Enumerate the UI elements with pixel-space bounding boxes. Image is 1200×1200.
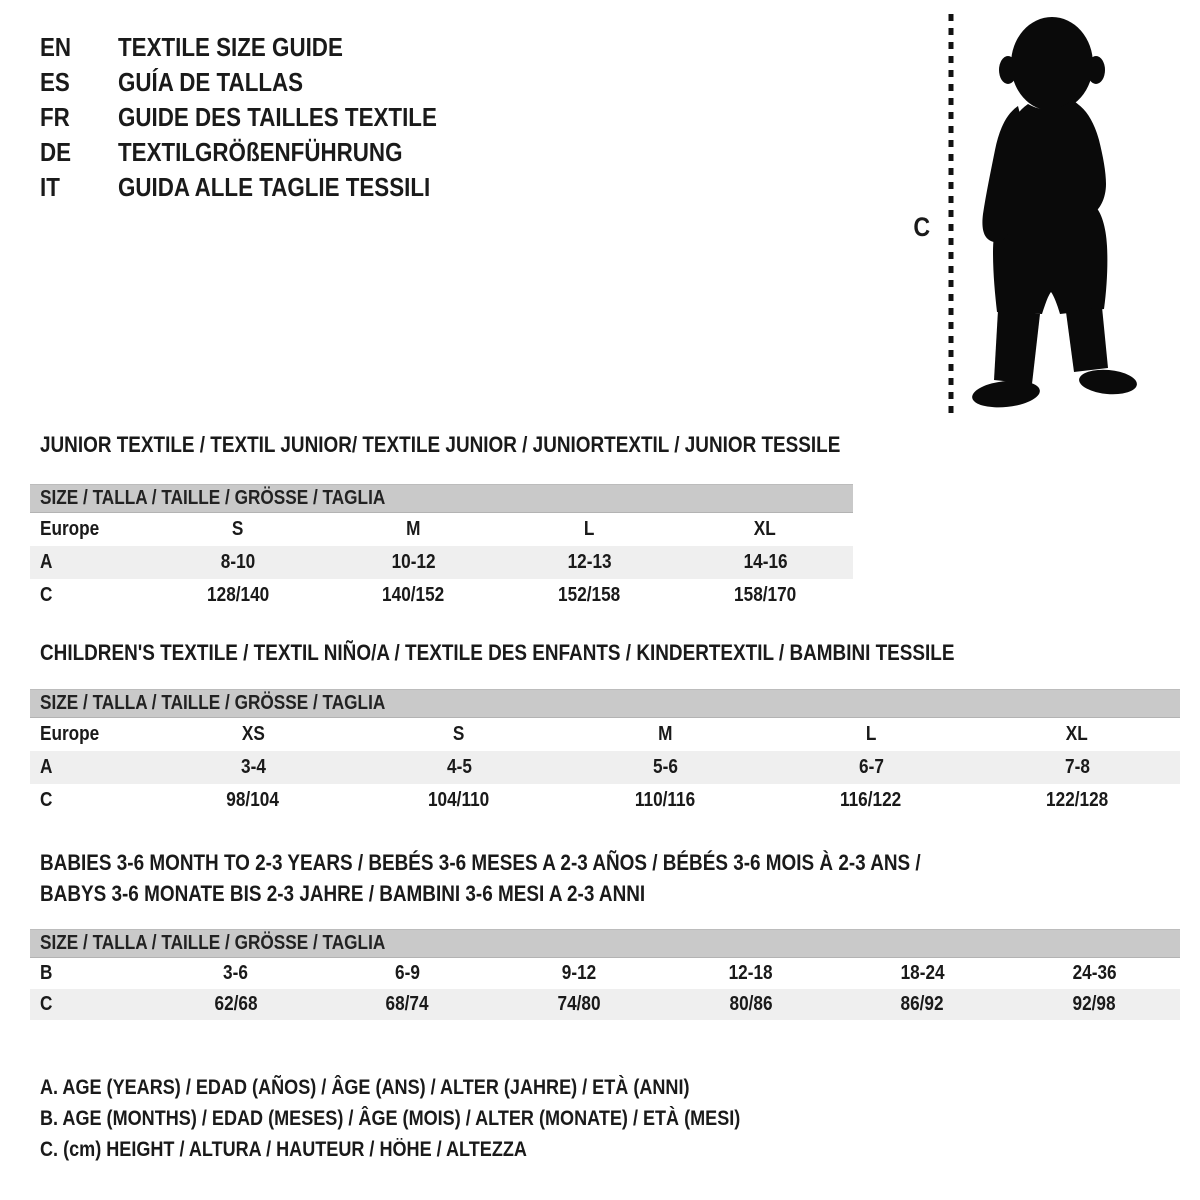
language-code: IT (40, 172, 60, 202)
junior-size-table (30, 484, 853, 612)
table-row-height (30, 989, 1180, 1020)
language-code: EN (40, 32, 72, 62)
size-cell: XL (754, 518, 777, 540)
size-cell: M (406, 518, 421, 540)
language-row-en (40, 30, 489, 65)
language-title: GUIDE DES TAILLES TEXTILE (118, 102, 437, 132)
table-row-height (30, 579, 853, 612)
age-cell: 10-12 (391, 551, 436, 573)
height-cell: 110/116 (634, 789, 696, 811)
row-label: Europe (40, 723, 100, 745)
height-cell: 68/74 (385, 993, 430, 1015)
babies-title-line2: BABYS 3-6 MONATE BIS 2-3 JAHRE / BAMBINI 3-6 MESI A 2-3 ANNI (40, 881, 646, 906)
children-section-title: CHILDREN'S TEXTILE / TEXTIL NIÑO/A / TEXTILE DES ENFANTS / KINDERTEXTIL / BAMBINI TESSILE (40, 640, 955, 665)
height-cell: 62/68 (214, 993, 258, 1015)
babies-section-title (40, 847, 1064, 909)
height-cell: 122/128 (1045, 789, 1109, 811)
height-cell: 116/122 (840, 789, 902, 811)
legend-age-years: A. AGE (YEARS) / EDAD (AÑOS) / ÂGE (ANS) / ALTER (JAHRE) / ETÀ (ANNI) (40, 1076, 690, 1099)
table-row-height (30, 784, 1180, 817)
height-cell: 86/92 (900, 993, 945, 1015)
language-row-de (40, 135, 489, 170)
legend-age-months: B. AGE (MONTHS) / EDAD (MESES) / ÂGE (MOIS) / ALTER (MONATE) / ETÀ (MESI) (40, 1107, 741, 1130)
age-cell: 8-10 (220, 551, 256, 573)
language-title: TEXTILGRÖßENFÜHRUNG (118, 137, 403, 167)
months-cell: 9-12 (561, 962, 597, 984)
children-size-table (30, 689, 1180, 817)
size-cell: M (657, 723, 673, 745)
language-title: GUIDA ALLE TAGLIE TESSILI (118, 172, 431, 202)
table-row-age (30, 751, 1180, 784)
age-cell: 5-6 (652, 756, 678, 778)
language-row-es (40, 65, 489, 100)
language-title: TEXTILE SIZE GUIDE (118, 32, 343, 62)
row-label: C (40, 993, 53, 1015)
height-cell: 104/110 (428, 789, 490, 811)
age-cell: 3-4 (240, 756, 266, 778)
junior-size-header-bar: SIZE / TALLA / TAILLE / GRÖSSE / TAGLIA (30, 484, 853, 513)
size-cell: XS (241, 723, 265, 745)
months-cell: 24-36 (1072, 962, 1117, 984)
language-code: ES (40, 67, 70, 97)
table-row-europe (30, 718, 1180, 751)
row-label: C (40, 584, 53, 606)
size-cell: L (584, 518, 595, 540)
table-row-age (30, 546, 853, 579)
height-measure-label: C (913, 212, 931, 242)
row-label: A (40, 756, 53, 778)
age-cell: 12-13 (567, 551, 612, 573)
months-cell: 3-6 (223, 962, 249, 984)
babies-size-table (30, 929, 1180, 1020)
row-label: C (40, 789, 53, 811)
babies-title-line1: BABIES 3-6 MONTH TO 2-3 YEARS / BEBÉS 3-6 MESES A 2-3 AÑOS / BÉBÉS 3-6 MOIS À 2-3 ANS / (40, 850, 921, 875)
height-measure-line-icon (946, 14, 956, 420)
row-label: B (40, 962, 53, 984)
height-cell: 92/98 (1072, 993, 1116, 1015)
row-label: A (40, 551, 53, 573)
months-cell: 12-18 (728, 962, 773, 984)
junior-section-title: JUNIOR TEXTILE / TEXTIL JUNIOR/ TEXTILE JUNIOR / JUNIORTEXTIL / JUNIOR TESSILE (40, 432, 841, 457)
age-cell: 4-5 (446, 756, 472, 778)
table-row-europe (30, 513, 853, 546)
language-row-it (40, 170, 489, 205)
months-cell: 18-24 (900, 962, 945, 984)
language-title: GUÍA DE TALLAS (118, 67, 304, 97)
size-cell: S (232, 518, 244, 540)
months-cell: 6-9 (395, 962, 420, 984)
size-cell: XL (1066, 723, 1088, 745)
age-cell: 14-16 (743, 551, 788, 573)
height-cell: 80/86 (729, 993, 773, 1015)
age-cell: 6-7 (858, 756, 884, 778)
age-cell: 7-8 (1064, 756, 1090, 778)
table-row-months (30, 958, 1180, 989)
babies-size-header-bar: SIZE / TALLA / TAILLE / GRÖSSE / TAGLIA (30, 929, 1180, 958)
height-cell: 152/158 (558, 584, 621, 606)
language-title-list (40, 30, 489, 205)
height-cell: 140/152 (382, 584, 445, 606)
children-size-header-bar: SIZE / TALLA / TAILLE / GRÖSSE / TAGLIA (30, 689, 1180, 718)
height-cell: 74/80 (557, 993, 601, 1015)
language-code: DE (40, 137, 72, 167)
size-cell: S (453, 723, 465, 745)
height-cell: 158/170 (734, 584, 797, 606)
toddler-silhouette-icon (962, 12, 1142, 422)
size-cell: L (865, 723, 877, 745)
legend-height-cm: C. (cm) HEIGHT / ALTURA / HAUTEUR / HÖHE / ALTEZZA (40, 1138, 527, 1161)
row-label: Europe (40, 518, 100, 540)
height-cell: 98/104 (226, 789, 280, 811)
language-code: FR (40, 102, 70, 132)
language-row-fr (40, 100, 489, 135)
height-cell: 128/140 (206, 584, 269, 606)
